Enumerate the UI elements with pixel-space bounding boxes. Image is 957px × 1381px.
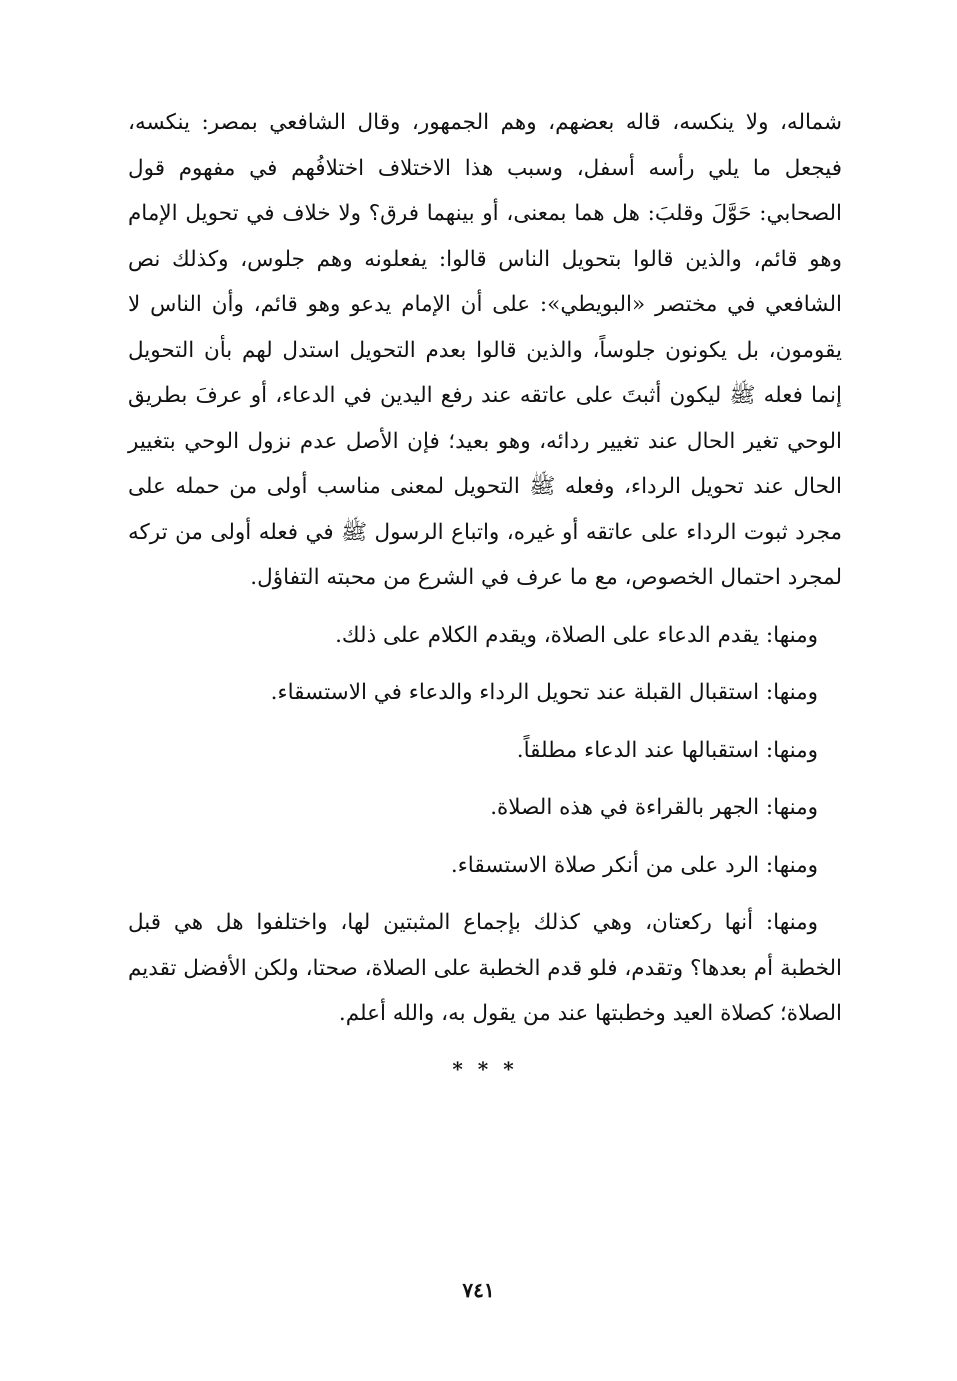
page-body <box>128 100 842 1081</box>
paragraph-main: شماله، ولا ينكسه، قاله بعضهم، وهم الجمهور، وقال الشافعي بمصر: ينكسه، فيجعل ما يلي رأسه أسفل، وسبب هذا الاختلاف اختلافُهم في مفهوم قول الصحابي: حَوَّلَ وقلبَ: هل هما بمعنى، أو بينهما فرق؟ ولا خلاف في تحويل الإمام وهو قائم، والذين قالوا بتحويل الناس قالوا: يفعلونه وهم جلوس، وكذلك نص الشافعي في مختصر «البويطي»: على أن الإمام يدعو وهو قائم، وأن الناس لا يقومون، بل يكونون جلوساً، والذين قالوا بعدم التحويل استدل لهم بأن التحويل إنما فعله ﷺ ليكون أثبتَ على عاتقه عند رفع اليدين في الدعاء، أو عرفَ بطريق الوحي تغير الحال عند تغيير ردائه، وهو بعيد؛ فإن الأصل عدم نزول الوحي بتغيير الحال عند تحويل الرداء، وفعله ﷺ التحويل لمعنى مناسب أولى من حمله على مجرد ثبوت الرداء على عاتقه أو غيره، واتباع الرسول ﷺ في فعله أولى من تركه لمجرد احتمال الخصوص، مع ما عرف في الشرع من محبته التفاؤل. <box>128 110 842 590</box>
list-item: ومنها: الرد على من أنكر صلاة الاستسقاء. <box>450 852 818 878</box>
page-number: ٧٤١ <box>462 1278 495 1302</box>
section-separator: * * * <box>452 1056 518 1081</box>
list-item: ومنها: الجهر بالقراءة في هذه الصلاة. <box>490 795 818 820</box>
list-item: ومنها: استقبال القبلة عند تحويل الرداء والدعاء في الاستسقاء. <box>270 680 818 705</box>
points-list <box>128 607 842 895</box>
list-item: ومنها: استقبالها عند الدعاء مطلقاً. <box>516 737 818 763</box>
list-item: ومنها: يقدم الدعاء على الصلاة، ويقدم الكلام على ذلك. <box>335 622 818 648</box>
paragraph-final: ومنها: أنها ركعتان، وهي كذلك بإجماع المثبتين لها، واختلفوا هل هي قبل الخطبة أم بعدها؟ وتقدم، فلو قدم الخطبة على الصلاة، صحتا، ولكن الأفضل تقديم الصلاة؛ كصلاة العيد وخطبتها عند من يقول به، والله أعلم. <box>128 910 842 1026</box>
